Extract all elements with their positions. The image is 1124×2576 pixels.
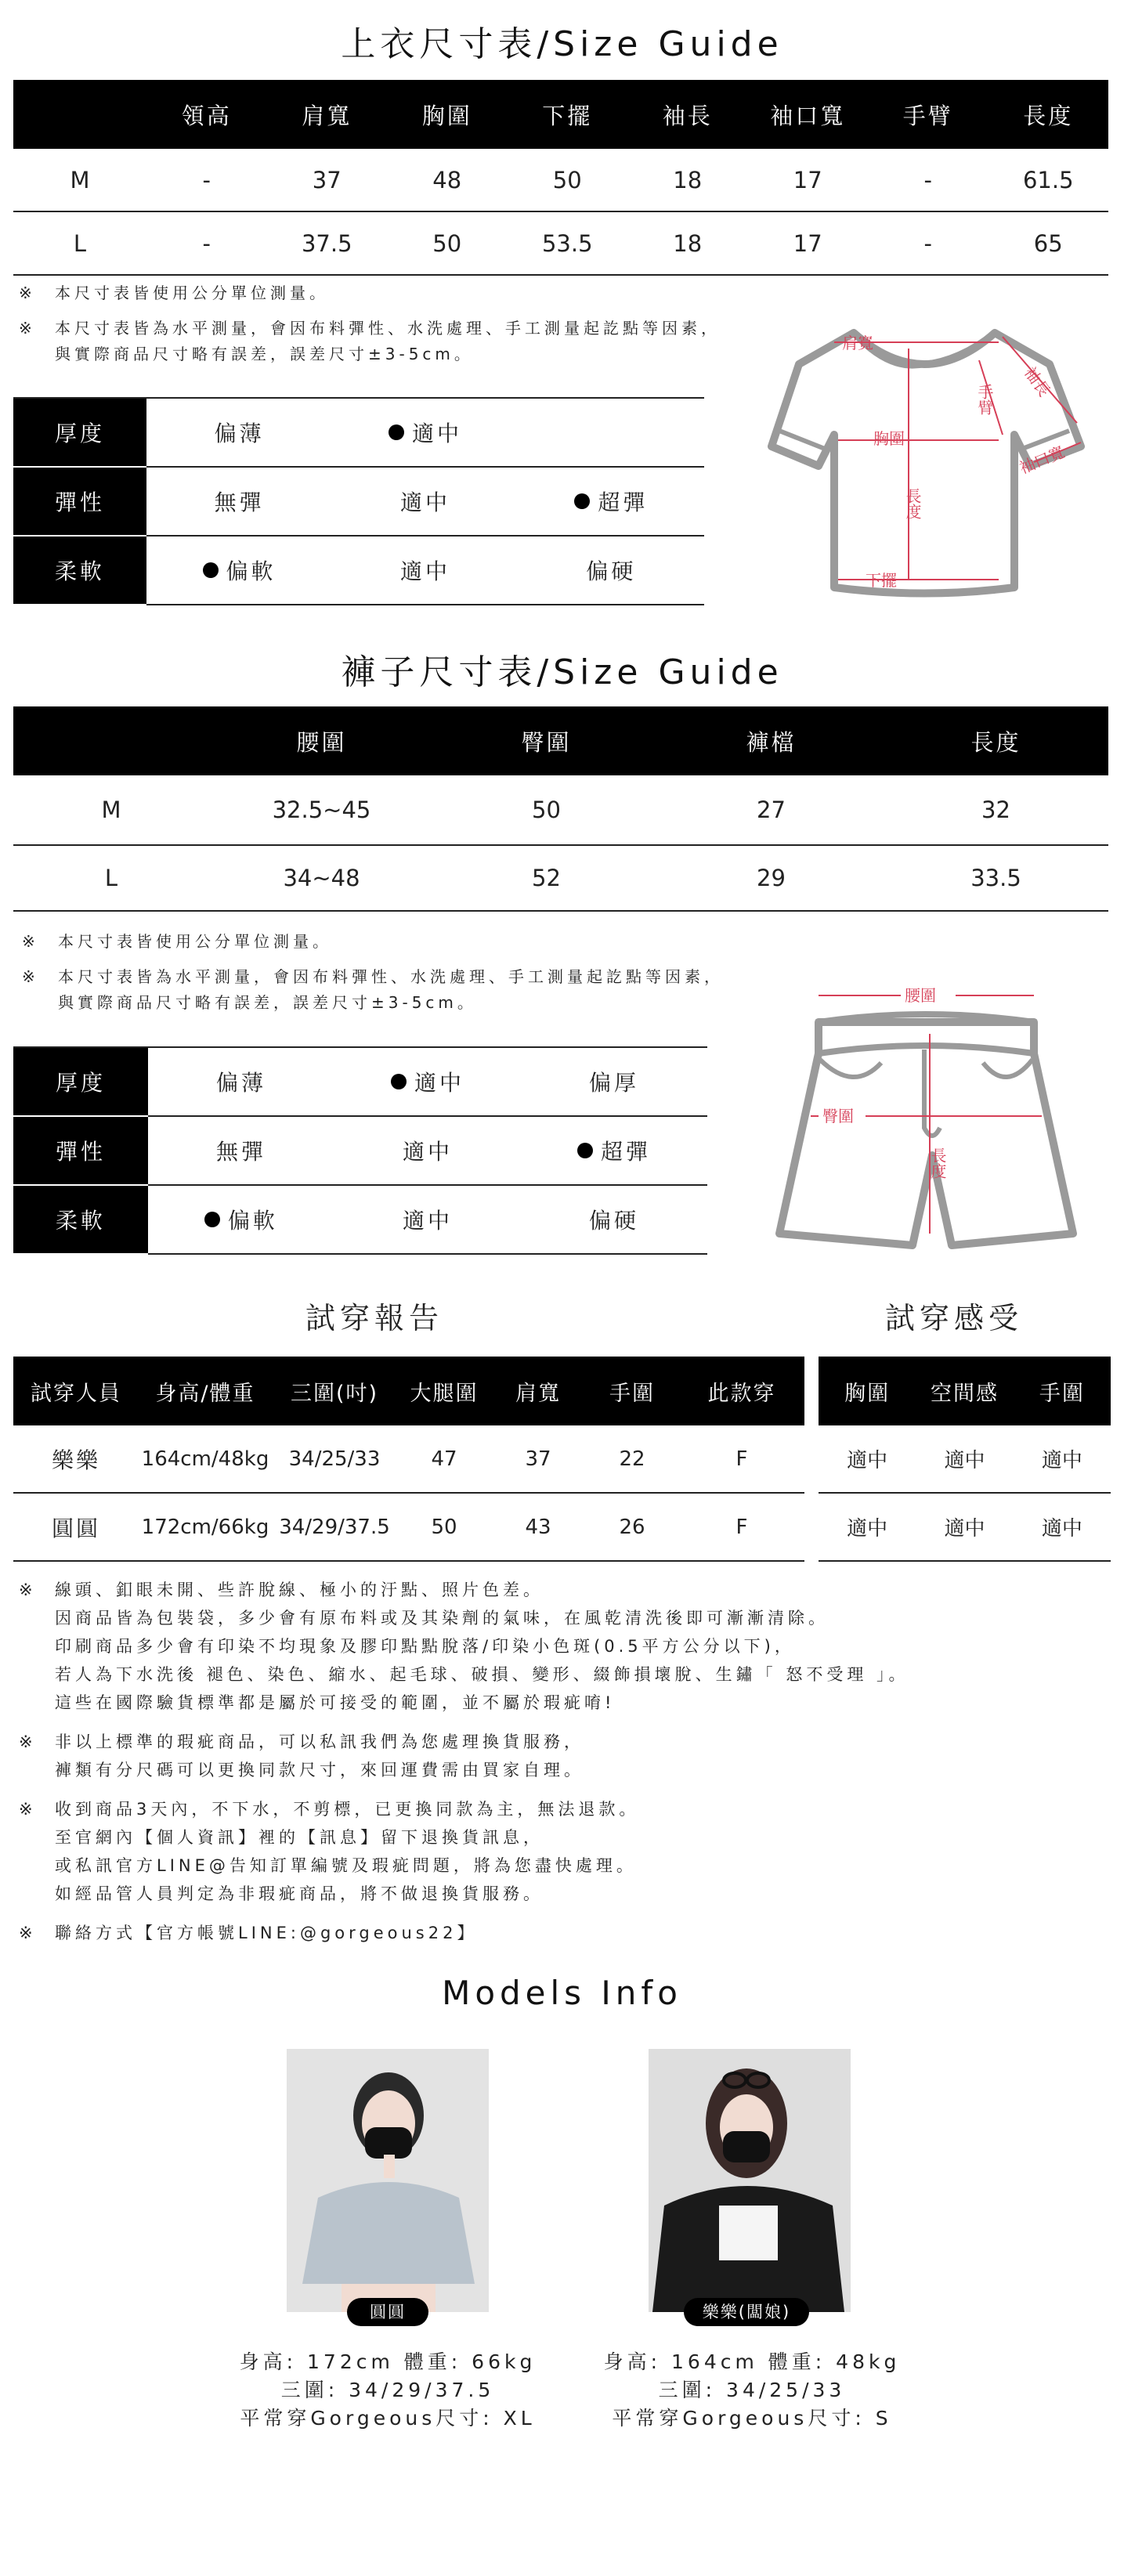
fabric-label: 柔軟 xyxy=(13,1185,148,1254)
table-row xyxy=(819,1493,1111,1561)
table-cell: 50 xyxy=(397,1493,491,1561)
fabric-label: 厚度 xyxy=(13,1047,148,1116)
header-cell: 空間感 xyxy=(916,1357,1013,1425)
note-line: 非以上標準的瑕疵商品，可以私訊我們為您處理換貨服務， xyxy=(55,1732,584,1751)
header-cell: 胸圍 xyxy=(819,1357,916,1425)
note-item xyxy=(19,280,771,306)
table-cell: - xyxy=(868,149,988,211)
table-row xyxy=(819,1425,1111,1493)
pants-measurement-notes xyxy=(22,929,774,1016)
note-text: 與實際商品尺寸略有誤差，誤差尺寸±3-5cm。 xyxy=(58,993,477,1012)
fabric-option: 適中 xyxy=(332,536,518,605)
note-text: 與實際商品尺寸略有誤差，誤差尺寸±3-5cm。 xyxy=(55,345,474,363)
header-cell xyxy=(13,706,209,775)
sleeve-hem-left xyxy=(779,431,825,449)
note-text: 本尺寸表皆使用公分單位測量。 xyxy=(58,932,332,951)
table-row xyxy=(13,1493,804,1561)
top-fabric-table xyxy=(13,397,704,605)
header-cell: 腰圍 xyxy=(209,706,434,775)
fit-feel-table xyxy=(819,1357,1111,1562)
fabric-row-elasticity xyxy=(13,467,704,536)
fabric-option-selected: 超彈 xyxy=(519,467,704,536)
waist-label: 腰圍 xyxy=(905,986,936,1005)
pants-size-guide-title: 褲子尺寸表/Size Guide xyxy=(341,652,783,692)
fabric-option: 適中 xyxy=(332,467,518,536)
model-info-left xyxy=(219,2348,556,2433)
cuff-label: 袖口寬 xyxy=(1016,442,1068,478)
header-cell: 三圍(吋) xyxy=(272,1357,397,1425)
table-cell: - xyxy=(868,211,988,275)
note-line: 印刷商品多少會有印染不均現象及膠印點點脫落/印染小色斑(0.5平方公分以下)， xyxy=(55,1637,795,1656)
pants-size-header-row xyxy=(13,706,1108,775)
selected-dot-icon xyxy=(203,562,219,578)
selected-dot-icon xyxy=(577,1143,593,1158)
model-info-right xyxy=(584,2348,920,2433)
table-cell: 48 xyxy=(387,149,508,211)
fit-report-header-row xyxy=(13,1357,804,1425)
table-cell: 18 xyxy=(627,211,748,275)
note-line: 若人為下水洗後 褪色、染色、縮水、起毛球、破損、變形、綴飾損壞脫、生鏽「 怒不受理 」。 xyxy=(55,1665,909,1684)
header-cell xyxy=(13,80,146,149)
fabric-option-selected: 適中 xyxy=(332,398,518,467)
table-row xyxy=(13,1425,804,1493)
fabric-row-thickness xyxy=(13,1047,707,1116)
table-cell: F xyxy=(679,1425,804,1493)
return-policy-notes xyxy=(19,1576,1100,1958)
model-name: 樂樂 xyxy=(13,1425,139,1493)
fit-report-title: 試穿報告 xyxy=(305,1301,444,1335)
tshirt-measurement-diagram xyxy=(764,317,1093,607)
table-cell: 32 xyxy=(884,775,1108,845)
table-cell: 50 xyxy=(508,149,628,211)
pants-fabric-table xyxy=(13,1046,707,1255)
reference-mark-icon: ※ xyxy=(19,1732,37,1751)
header-cell: 臀圍 xyxy=(434,706,659,775)
fabric-option: 無彈 xyxy=(146,467,332,536)
model-usual-size: 平常穿Gorgeous尺寸: S xyxy=(612,2407,892,2430)
note-line: 如經品管人員判定為非瑕疵商品，將不做退換貨服務。 xyxy=(55,1884,544,1903)
table-cell: 34~48 xyxy=(209,845,434,911)
table-cell: 61.5 xyxy=(988,149,1109,211)
table-cell: 適中 xyxy=(819,1425,916,1493)
table-cell: 17 xyxy=(748,149,869,211)
header-cell: 下擺 xyxy=(508,80,628,149)
fabric-option-selected: 適中 xyxy=(334,1047,521,1116)
reference-mark-icon: ※ xyxy=(22,932,39,951)
fabric-label: 彈性 xyxy=(13,1116,148,1185)
note-line: 至官網內【個人資訊】裡的【訊息】留下退換貨訊息， xyxy=(55,1828,544,1847)
size-label: L xyxy=(13,211,146,275)
model-silhouette-right xyxy=(649,2049,851,2312)
sleeve-hem-right xyxy=(1022,431,1069,449)
table-cell: 32.5~45 xyxy=(209,775,434,845)
header-cell: 袖長 xyxy=(627,80,748,149)
hem-label: 下擺 xyxy=(866,571,897,590)
note-item xyxy=(22,929,774,955)
note-block-exchange xyxy=(19,1728,1100,1784)
table-cell: 52 xyxy=(434,845,659,911)
reference-mark-icon: ※ xyxy=(22,967,39,986)
fabric-option: 偏薄 xyxy=(146,398,332,467)
note-text: 本尺寸表皆為水平測量，會因布料彈性、水洗處理、手工測量起訖點等因素， xyxy=(55,319,721,338)
table-row xyxy=(13,149,1108,211)
table-cell: 27 xyxy=(659,775,884,845)
model-height-weight: 身高: 164cm 體重: 48kg xyxy=(603,2350,901,2373)
fabric-option xyxy=(519,398,704,467)
top-size-table xyxy=(13,80,1108,276)
top-size-header-row xyxy=(13,80,1108,149)
table-cell: - xyxy=(146,211,267,275)
fit-report-table xyxy=(13,1357,804,1562)
shoulder-label: 肩寬 xyxy=(842,334,873,352)
selected-dot-icon xyxy=(389,425,404,440)
table-cell: 33.5 xyxy=(884,845,1108,911)
fabric-row-thickness xyxy=(13,398,704,467)
fabric-option: 偏厚 xyxy=(521,1047,707,1116)
table-cell: 34/25/33 xyxy=(272,1425,397,1493)
table-cell: 50 xyxy=(434,775,659,845)
fabric-row-softness xyxy=(13,1185,707,1254)
chest-label: 胸圍 xyxy=(873,429,905,448)
model-silhouette-left xyxy=(287,2049,489,2312)
header-cell: 胸圍 xyxy=(387,80,508,149)
fabric-option: 適中 xyxy=(334,1185,521,1254)
table-cell: 26 xyxy=(585,1493,679,1561)
fabric-option-selected: 偏軟 xyxy=(146,536,332,605)
length-label: 長度 xyxy=(903,488,922,519)
fabric-option-selected: 偏軟 xyxy=(148,1185,334,1254)
table-cell: 17 xyxy=(748,211,869,275)
header-cell: 長度 xyxy=(884,706,1108,775)
model-photo-right xyxy=(649,2049,851,2312)
model-measurements: 三圍: 34/29/37.5 xyxy=(280,2379,495,2401)
fly xyxy=(924,1050,940,1136)
model-height-weight: 身高: 172cm 體重: 66kg xyxy=(239,2350,537,2373)
header-cell: 大腿圍 xyxy=(397,1357,491,1425)
size-label: L xyxy=(13,845,209,911)
table-cell: 43 xyxy=(491,1493,585,1561)
top-measurement-notes xyxy=(19,280,771,367)
fabric-option: 偏薄 xyxy=(148,1047,334,1116)
selected-dot-icon xyxy=(204,1212,220,1227)
table-cell: 50 xyxy=(387,211,508,275)
table-cell: 34/29/37.5 xyxy=(272,1493,397,1561)
reference-mark-icon: ※ xyxy=(19,1924,37,1942)
note-block-defects xyxy=(19,1576,1100,1717)
table-cell: 適中 xyxy=(916,1493,1013,1561)
reference-mark-icon: ※ xyxy=(19,1581,37,1599)
pants-size-table xyxy=(13,706,1108,912)
shorts-measurement-diagram xyxy=(764,975,1093,1257)
table-cell: 172cm/66kg xyxy=(139,1493,272,1561)
fit-feel-header-row xyxy=(819,1357,1111,1425)
header-cell: 手圍 xyxy=(1014,1357,1111,1425)
header-cell: 手圍 xyxy=(585,1357,679,1425)
table-cell: - xyxy=(146,149,267,211)
selected-dot-icon xyxy=(391,1074,407,1089)
note-block-returns xyxy=(19,1795,1100,1908)
table-row xyxy=(13,845,1108,911)
note-text: 本尺寸表皆為水平測量，會因布料彈性、水洗處理、手工測量起訖點等因素， xyxy=(58,967,724,986)
selected-dot-icon xyxy=(574,493,590,509)
pocket-right xyxy=(983,1060,1032,1077)
sleeve-label: 袖長 xyxy=(1020,363,1054,400)
table-row xyxy=(13,775,1108,845)
table-cell: 18 xyxy=(627,149,748,211)
fabric-option: 無彈 xyxy=(148,1116,334,1185)
fit-feel-title: 試穿感受 xyxy=(885,1301,1024,1335)
header-cell: 褲檔 xyxy=(659,706,884,775)
contact-line: 聯絡方式【官方帳號LINE:@gorgeous22】 xyxy=(55,1924,478,1942)
note-text: 本尺寸表皆使用公分單位測量。 xyxy=(55,284,329,302)
header-cell: 手臂 xyxy=(868,80,988,149)
reference-mark-icon: ※ xyxy=(19,1800,37,1819)
table-cell: 53.5 xyxy=(508,211,628,275)
fabric-option-selected: 超彈 xyxy=(521,1116,707,1185)
fabric-row-elasticity xyxy=(13,1116,707,1185)
table-cell: 適中 xyxy=(916,1425,1013,1493)
fabric-option: 偏硬 xyxy=(519,536,704,605)
note-line: 褲類有分尺碼可以更換同款尺寸，來回運費需由買家自理。 xyxy=(55,1761,584,1779)
reference-mark-icon: ※ xyxy=(19,319,36,338)
table-row xyxy=(13,211,1108,275)
models-info-title: Models Info xyxy=(442,1974,682,2012)
reference-mark-icon: ※ xyxy=(19,284,36,302)
table-cell: 適中 xyxy=(1014,1425,1111,1493)
note-line: 收到商品3天內，不下水，不剪標，已更換同款為主，無法退款。 xyxy=(55,1800,640,1819)
note-item xyxy=(19,316,771,367)
model-measurements: 三圍: 34/25/33 xyxy=(658,2379,846,2401)
table-cell: 適中 xyxy=(819,1493,916,1561)
header-cell: 此款穿 xyxy=(679,1357,804,1425)
top-size-guide-title: 上衣尺寸表/Size Guide xyxy=(341,24,783,64)
table-cell: 22 xyxy=(585,1425,679,1493)
fabric-label: 厚度 xyxy=(13,398,146,467)
size-label: M xyxy=(13,149,146,211)
fabric-label: 彈性 xyxy=(13,467,146,536)
arm-label: 手臂 xyxy=(975,384,994,415)
table-cell: 65 xyxy=(988,211,1109,275)
fabric-option: 適中 xyxy=(334,1116,521,1185)
hip-label: 臀圍 xyxy=(822,1107,854,1125)
header-cell: 肩寬 xyxy=(267,80,388,149)
fabric-label: 柔軟 xyxy=(13,536,146,605)
model-photo-left xyxy=(287,2049,489,2312)
table-cell: 37.5 xyxy=(267,211,388,275)
fabric-row-softness xyxy=(13,536,704,605)
table-cell: 37 xyxy=(491,1425,585,1493)
length-label: 長度 xyxy=(928,1147,947,1179)
header-cell: 肩寬 xyxy=(491,1357,585,1425)
header-cell: 試穿人員 xyxy=(13,1357,139,1425)
note-line: 這些在國際驗貨標準都是屬於可接受的範圍，並不屬於瑕疵唷! xyxy=(55,1693,616,1712)
note-line: 線頭、釦眼未開、些許脫線、極小的汙點、照片色差。 xyxy=(55,1581,544,1599)
table-cell: 適中 xyxy=(1014,1493,1111,1561)
table-cell: 37 xyxy=(267,149,388,211)
note-block-contact xyxy=(19,1919,1100,1947)
header-cell: 長度 xyxy=(988,80,1109,149)
table-cell: F xyxy=(679,1493,804,1561)
size-label: M xyxy=(13,775,209,845)
note-line: 或私訊官方LINE@告知訂單編號及瑕疵問題，將為您盡快處理。 xyxy=(55,1856,637,1875)
model-name-badge-right: 樂樂(闆娘) xyxy=(684,2298,809,2326)
header-cell: 袖口寬 xyxy=(748,80,869,149)
note-line: 因商品皆為包裝袋，多少會有原布料或及其染劑的氣味，在風乾清洗後即可漸漸清除。 xyxy=(55,1609,829,1628)
header-cell: 身高/體重 xyxy=(139,1357,272,1425)
note-item xyxy=(22,964,774,1016)
table-cell: 47 xyxy=(397,1425,491,1493)
fabric-option: 偏硬 xyxy=(521,1185,707,1254)
header-cell: 領高 xyxy=(146,80,267,149)
model-usual-size: 平常穿Gorgeous尺寸: XL xyxy=(240,2407,536,2430)
pocket-left xyxy=(820,1060,881,1077)
table-cell: 164cm/48kg xyxy=(139,1425,272,1493)
model-name-badge-left: 圓圓 xyxy=(347,2298,428,2326)
table-cell: 29 xyxy=(659,845,884,911)
model-name: 圓圓 xyxy=(13,1493,139,1561)
